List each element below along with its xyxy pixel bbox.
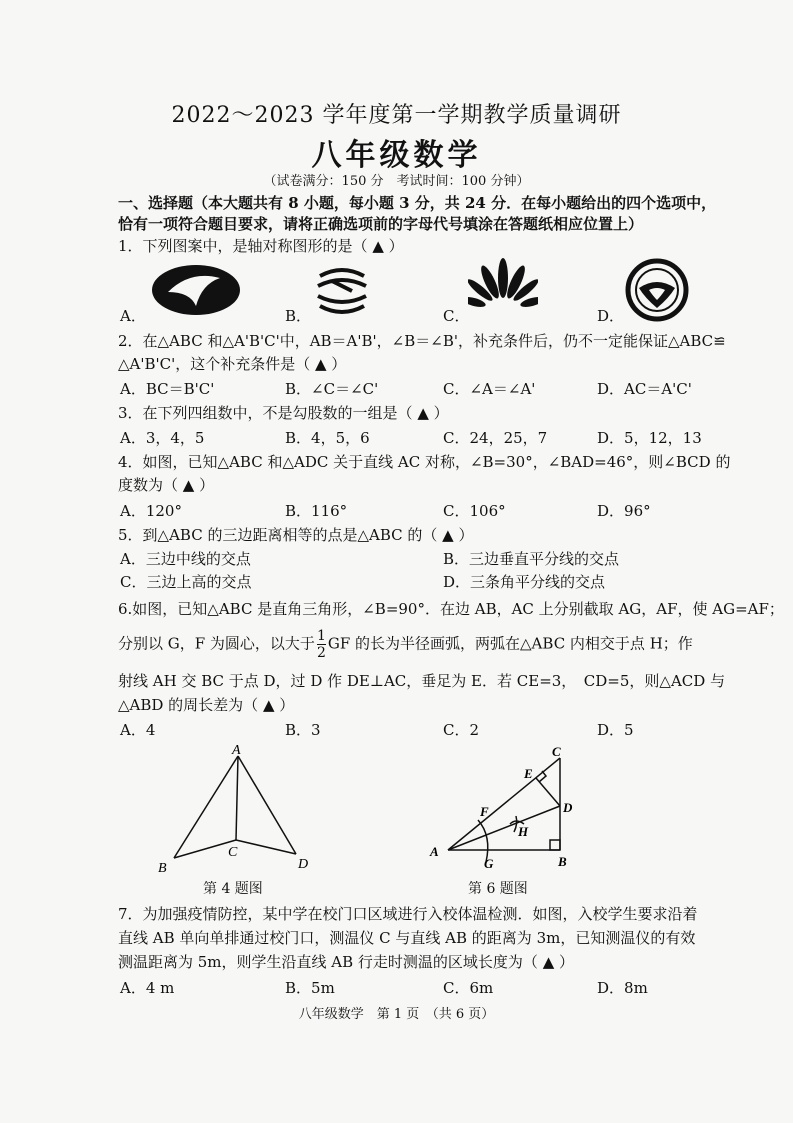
q6-stem-line3: 射线 AH 交 BC 于点 D，过 D 作 DE⊥AC，垂足为 E．若 CE=3， CD=5，则△ACD 与 [118, 672, 726, 690]
fig4-label-b: B [158, 861, 167, 876]
q1-stem: 1．下列图案中，是轴对称图形的是（ ▲ ） [118, 237, 404, 255]
q3-option-c: C．24，25，7 [443, 429, 548, 447]
q2-stem-line2: △A'B'C'，这个补充条件是（ ▲ ） [118, 355, 347, 373]
q4-stem-line1: 4．如图，已知△ABC 和△ADC 关于直线 AC 对称，∠B=30°，∠BAD=46°，则∠BCD 的 [118, 453, 731, 471]
q1-option-b: B． [285, 307, 312, 325]
q5-option-b: B．三边垂直平分线的交点 [443, 550, 620, 568]
figure-6-diagram [420, 744, 590, 874]
fig6-label-e: E [524, 766, 533, 781]
logo-c-icon [468, 258, 538, 318]
section-heading-line1: 一、选择题（本大题共有 8 小题，每小题 3 分，共 24 分．在每小题给出的四个选项中， [118, 194, 717, 212]
subject-title: 八年级数学 [311, 138, 482, 173]
q6-option-c: C．2 [443, 721, 480, 739]
q4-stem-line2: 度数为（ ▲ ） [118, 476, 215, 494]
exam-title: 2022～2023 学年度第一学期教学质量调研 [171, 103, 622, 128]
fig6-right-angle-e [539, 771, 546, 782]
logo-d-icon [625, 258, 689, 322]
q5-option-c: C．三边上高的交点 [120, 573, 252, 591]
exam-info: （试卷满分：150 分 考试时间：100 分钟） [263, 174, 530, 189]
fig6-label-h: H [518, 824, 529, 839]
page-footer: 八年级数学 第 1 页 （共 6 页） [298, 1007, 495, 1022]
q7-stem-line3: 测温距离为 5m，则学生沿直线 AB 行走时测温的区域长度为（ ▲ ） [118, 953, 575, 971]
q1-option-d: D． [597, 307, 625, 325]
fraction-denominator: 2 [316, 645, 326, 661]
fig6-label-g: G [484, 856, 494, 871]
fig6-right-angle-b [550, 840, 560, 850]
q4-option-d: D．96° [597, 502, 651, 520]
q7-stem-line2: 直线 AB 单向单排通过校门口，测温仪 C 与直线 AB 的距离为 3m，已知测温仪的有效 [118, 929, 696, 947]
q2-option-a: A．BC＝B'C' [120, 380, 215, 398]
fig6-label-f: F [480, 804, 489, 819]
q6-option-a: A．4 [120, 721, 156, 739]
q2-option-c: C．∠A＝∠A' [443, 380, 536, 398]
q6-option-b: B．3 [285, 721, 321, 739]
q7-option-c: C．6m [443, 979, 494, 997]
figure-4-diagram [150, 742, 330, 878]
fig4-label-a: A [232, 743, 241, 758]
q6-line2-part2: GF 的长为半径画弧，两弧在△ABC 内相交于点 H；作 [327, 634, 693, 653]
q6-option-d: D．5 [597, 721, 634, 739]
q1-option-c: C． [443, 307, 470, 325]
q6-stem-line4: △ABD 的周长差为（ ▲ ） [118, 696, 295, 714]
q3-option-b: B．4，5，6 [285, 429, 370, 447]
figure-4-caption: 第 4 题图 [203, 881, 263, 897]
q2-option-b: B．∠C＝∠C' [285, 380, 379, 398]
section-heading-line2: 恰有一项符合题目要求，请将正确选项前的字母代号填涂在答题纸相应位置上） [118, 215, 644, 233]
q7-option-b: B．5m [285, 979, 335, 997]
q1-option-a: A． [120, 307, 146, 325]
fig6-label-a: A [430, 844, 439, 859]
q3-stem: 3．在下列四组数中，不是勾股数的一组是（ ▲ ） [118, 404, 449, 422]
q6-line2-part1: 分别以 G，F 为圆心，以大于 [118, 634, 315, 653]
fig4-label-c: C [228, 845, 238, 860]
figure-6-caption: 第 6 题图 [468, 881, 528, 897]
fraction-half [317, 628, 326, 661]
fraction-numerator: 1 [316, 628, 326, 644]
fig4-label-d: D [298, 857, 309, 872]
logo-b-icon [312, 262, 372, 320]
q2-option-d: D．AC＝A'C' [597, 380, 692, 398]
logo-a-icon [150, 262, 242, 318]
q3-option-d: D．5，12，13 [597, 429, 702, 447]
q7-stem-line1: 7．为加强疫情防控，某中学在校门口区域进行入校体温检测．如图，入校学生要求沿着 [118, 905, 698, 923]
q7-option-a: A．4 m [120, 979, 175, 997]
fig4-side-cd [236, 840, 296, 854]
q4-option-c: C．106° [443, 502, 506, 520]
q6-stem-line2 [118, 628, 693, 661]
fig6-label-b: B [558, 854, 567, 869]
q3-option-a: A．3，4，5 [120, 429, 205, 447]
q5-option-d: D．三条角平分线的交点 [443, 573, 606, 591]
q6-stem-line1: 6.如图，已知△ABC 是直角三角形，∠B=90°．在边 AB，AC 上分别截取 AG，AF，使 AG=AF； [118, 600, 784, 618]
q5-stem: 5．到△ABC 的三边距离相等的点是△ABC 的（ ▲ ） [118, 526, 474, 544]
q7-option-d: D．8m [597, 979, 648, 997]
fig6-label-c: C [552, 744, 561, 759]
q5-option-a: A．三边中线的交点 [120, 550, 251, 568]
q2-stem-line1: 2．在△ABC 和△A'B'C'中，AB＝A'B'，∠B＝∠B'，补充条件后，仍不一定能保证△ABC≌ [118, 332, 726, 350]
fig6-label-d: D [563, 800, 573, 815]
fig4-side-ac [236, 756, 238, 840]
q4-option-b: B．116° [285, 502, 348, 520]
fig6-ray-ah [448, 806, 560, 850]
fig4-side-ad [238, 756, 296, 854]
q4-option-a: A．120° [120, 502, 182, 520]
